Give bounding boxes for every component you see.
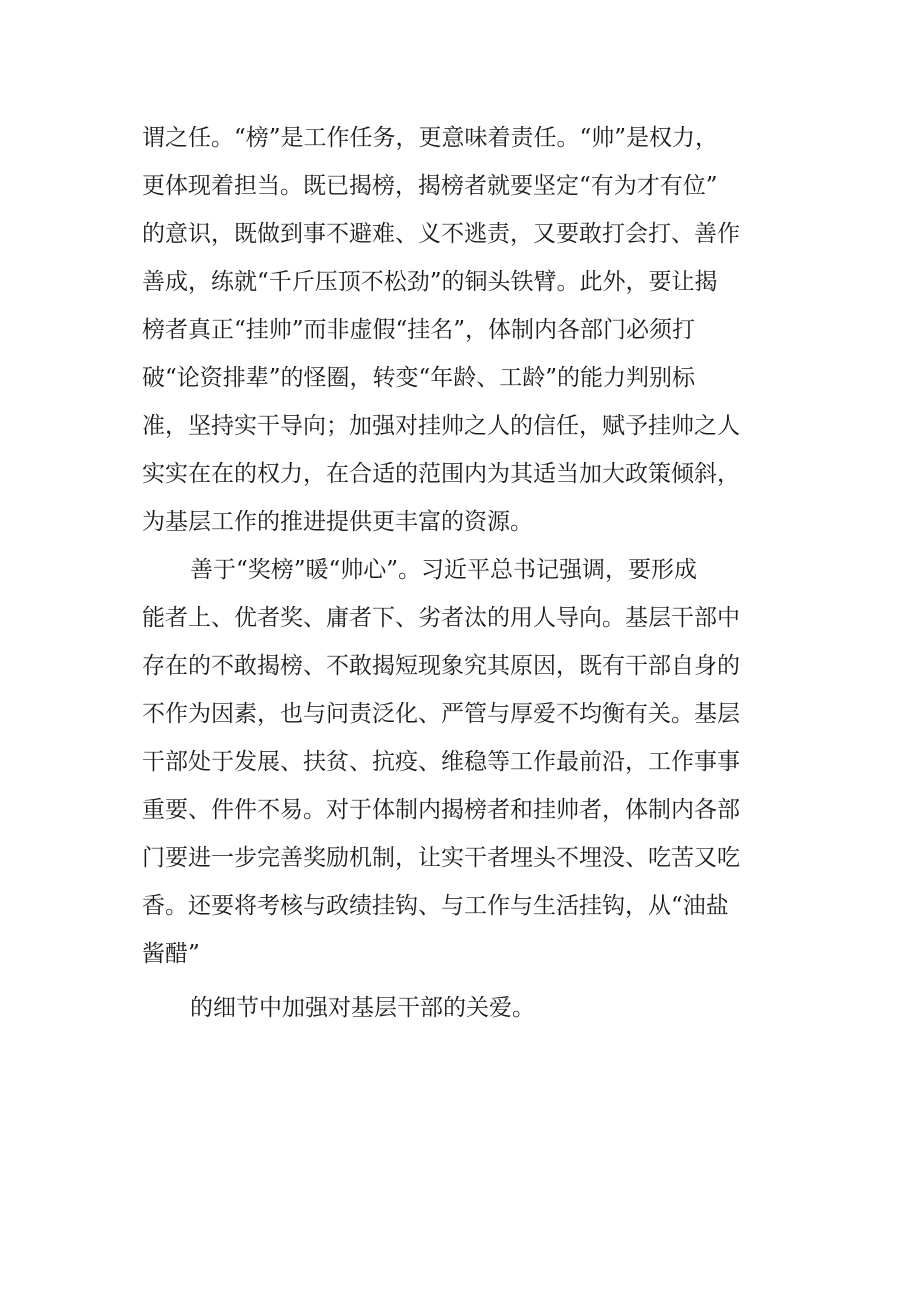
text-line: 香。还要将考核与政绩挂钩、与工作与生活挂钩，从“油盐 (142, 893, 729, 919)
text-line: 榜者真正“挂帅”而非虚假“挂名”，体制内各部门必须打 (142, 317, 696, 343)
text-line: 善成，练就“千斤压顶不松劲”的铜头铁臂。此外，要让揭 (142, 269, 718, 295)
text-line: 的细节中加强对基层干部的关爱。 (190, 995, 535, 1021)
text-line: 更体现着担当。既已揭榜，揭榜者就要坚定“有为才有位” (142, 173, 718, 199)
text-line: 干部处于发展、扶贫、抗疫、维稳等工作最前沿，工作事事 (142, 749, 740, 775)
text-line: 重要、件件不易。对于体制内揭榜者和挂帅者，体制内各部 (142, 797, 740, 823)
text-line: 存在的不敢揭榜、不敢揭短现象究其原因，既有干部自身的 (142, 653, 740, 679)
text-line: 善于“奖榜”暖“帅心”。习近平总书记强调，要形成 (190, 557, 698, 583)
text-line: 准，坚持实干导向；加强对挂帅之人的信任，赋予挂帅之人 (142, 413, 740, 439)
text-line: 酱醋” (142, 941, 200, 967)
text-line: 谓之任。“榜”是工作任务，更意味着责任。“帅”是权力， (142, 125, 719, 151)
text-line: 门要进一步完善奖励机制，让实干者埋头不埋没、吃苦又吃 (142, 845, 740, 871)
text-line: 破“论资排辈”的怪圈，转变“年龄、工龄”的能力判别标 (142, 365, 696, 391)
text-line: 不作为因素，也与问责泛化、严管与厚爱不均衡有关。基层 (142, 701, 740, 727)
text-line: 的意识，既做到事不避难、义不逃责，又要敢打会打、善作 (142, 221, 740, 247)
text-line: 为基层工作的推进提供更丰富的资源。 (142, 509, 533, 535)
text-line: 能者上、优者奖、庸者下、劣者汰的用人导向。基层干部中 (142, 605, 740, 631)
text-line: 实实在在的权力，在合适的范围内为其适当加大政策倾斜， (142, 461, 740, 487)
